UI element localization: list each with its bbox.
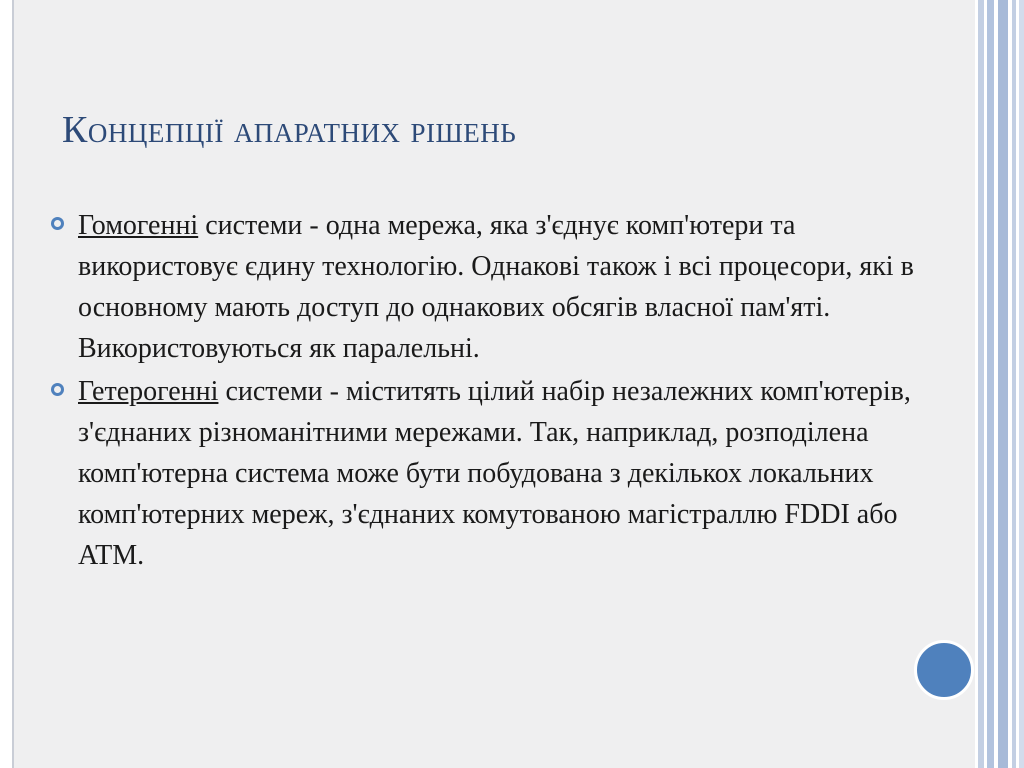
slide-content	[50, 205, 955, 578]
stripe	[987, 0, 994, 768]
bullet-item-heterogeneous	[50, 371, 955, 576]
stripe	[1019, 0, 1024, 768]
stripe	[1012, 0, 1016, 768]
bullet-term: Гомогенні	[78, 210, 199, 241]
ring-bullet-icon	[51, 383, 64, 396]
bullet-text	[78, 371, 955, 576]
ring-bullet-icon	[51, 217, 64, 230]
bullet-body: системи - одна мережа, яка з'єднує комп'ютери та використовує єдину технологію. Однакові також і всі процесори, які в основному мають доступ до однакових обсягів власної пам'яті. Використовуються як паралельні.	[78, 210, 914, 364]
stripe	[978, 0, 984, 768]
bullet-text	[78, 205, 955, 369]
slide-title: Концепції апаратних рішень	[62, 109, 517, 151]
bullet-term: Гетерогенні	[78, 376, 219, 407]
bullet-body: системи - міститять цілий набір незалежних комп'ютерів, з'єднаних різноманітними мережами. Так, наприклад, розподілена комп'ютерна система може бути побудована з декількох локальних комп'ютерних мереж, з'єднаних комутованою магістраллю FDDI або ATM.	[78, 376, 911, 571]
stripe	[998, 0, 1008, 768]
circle-decoration	[914, 640, 974, 700]
bullet-item-homogeneous	[50, 205, 955, 369]
decorative-stripes	[978, 0, 1024, 768]
